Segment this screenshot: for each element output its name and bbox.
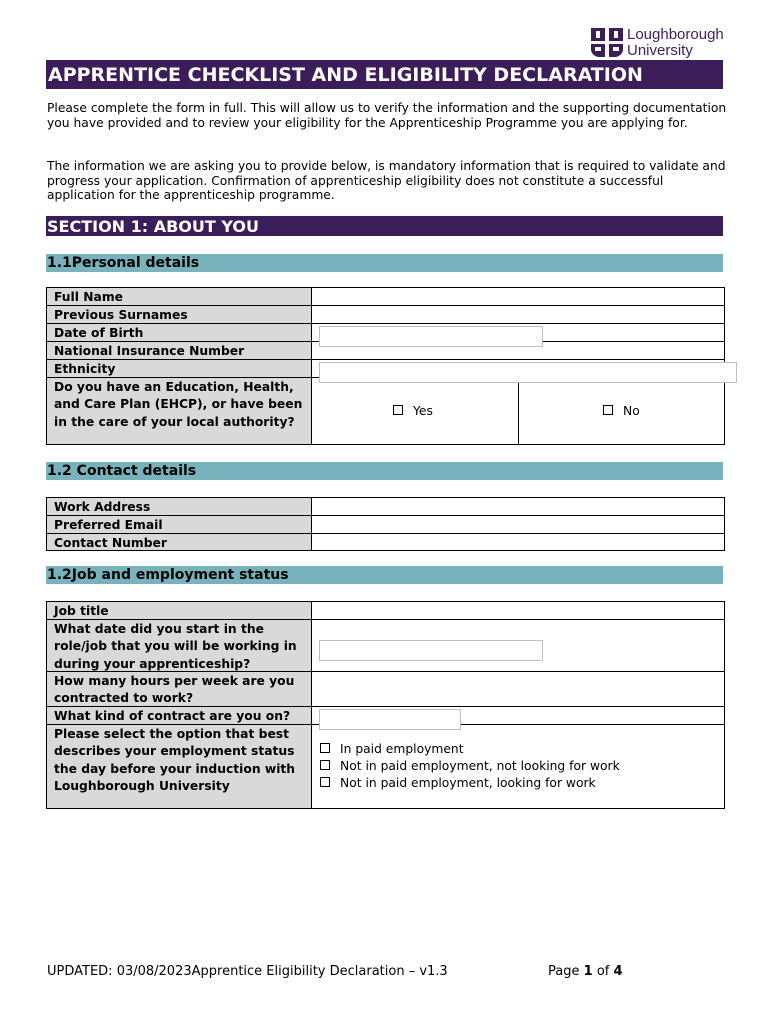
yes-label: Yes (413, 404, 433, 418)
row-previous-surnames (46, 305, 725, 324)
university-logo (591, 27, 741, 59)
label-email: Preferred Email (47, 516, 312, 533)
label-employment-status: Please select the option that best describes your employment status the day before your induction with Loughborough University (47, 725, 312, 808)
status-option-looking[interactable] (320, 776, 596, 790)
footer-updated: UPDATED: 03/08/2023Apprentice Eligibility Declaration – v1.3 (47, 964, 448, 979)
job-status-header: 1.2Job and employment status (46, 566, 723, 584)
looking-label: Not in paid employment, looking for work (340, 776, 596, 790)
crest-icon (591, 27, 625, 59)
label-contact-number: Contact Number (47, 534, 312, 550)
ehcp-no-option[interactable] (603, 404, 640, 418)
not-looking-label: Not in paid employment, not looking for work (340, 759, 620, 773)
intro-paragraph-1: Please complete the form in full. This will allow us to verify the information and the supporting documentation you have provided and to review your eligibility for the Apprenticeship Programme you are applying for. (47, 101, 727, 130)
label-contract: What kind of contract are you on? (47, 707, 312, 724)
intro-paragraph-2: The information we are asking you to provide below, is mandatory information that is required to validate and progress your application. Confirmation of apprenticeship eligibility does not constitute a successful application for the apprenticeship programme. (47, 159, 726, 202)
row-contact-number (46, 533, 725, 551)
row-email (46, 515, 725, 534)
status-option-paid[interactable] (320, 742, 464, 756)
label-job-title: Job title (47, 602, 312, 619)
row-employment-status (46, 724, 725, 809)
paid-checkbox[interactable] (320, 743, 330, 753)
paid-label: In paid employment (340, 742, 464, 756)
yes-checkbox[interactable] (393, 405, 403, 415)
contact-details-header: 1.2 Contact details (46, 462, 723, 480)
ethnicity-input[interactable] (319, 362, 737, 383)
row-work-address (46, 497, 725, 516)
row-hours (46, 671, 725, 707)
section-1-header: SECTION 1: ABOUT YOU (46, 216, 723, 236)
looking-checkbox[interactable] (320, 777, 330, 787)
label-ehcp: Do you have an Education, Health, and Care Plan (EHCP), or have been in the care of your local authority? (47, 378, 312, 444)
row-job-title (46, 601, 725, 620)
label-full-name: Full Name (47, 288, 312, 305)
status-option-not-looking[interactable] (320, 759, 620, 773)
contract-input[interactable] (319, 709, 461, 730)
personal-details-header: 1.1Personal details (46, 254, 723, 272)
not-looking-checkbox[interactable] (320, 760, 330, 770)
dob-input[interactable] (319, 326, 543, 347)
column-divider (518, 378, 519, 444)
label-start-date: What date did you start in the role/job that you will be working in during your apprenticeship? (47, 620, 312, 671)
no-checkbox[interactable] (603, 405, 613, 415)
page-number: Page 1 of 4 (548, 964, 623, 979)
start-date-input[interactable] (319, 640, 543, 661)
row-full-name (46, 287, 725, 306)
label-previous-surnames: Previous Surnames (47, 306, 312, 323)
no-label: No (623, 404, 640, 418)
label-hours: How many hours per week are you contracted to work? (47, 672, 312, 706)
label-ni-number: National Insurance Number (47, 342, 312, 359)
label-dob: Date of Birth (47, 324, 312, 341)
logo-line2: University (627, 42, 693, 59)
row-ehcp (46, 377, 725, 445)
ehcp-yes-option[interactable] (393, 404, 433, 418)
logo-line1: Loughborough (627, 26, 724, 43)
label-work-address: Work Address (47, 498, 312, 515)
label-ethnicity: Ethnicity (47, 360, 312, 377)
page-title: APPRENTICE CHECKLIST AND ELIGIBILITY DECLARATION (46, 60, 723, 89)
